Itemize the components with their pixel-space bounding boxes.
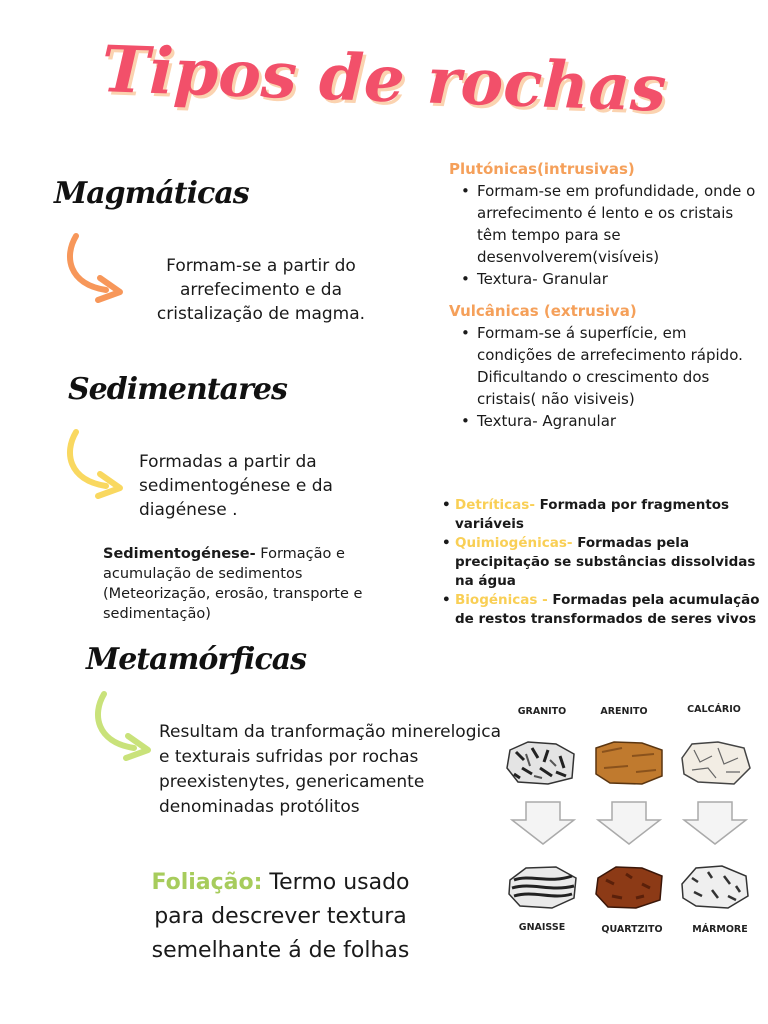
vulcanicas-list [449, 322, 761, 432]
quimiogenicas-term: Quimiogénicas- [455, 535, 573, 551]
magmaticas-description: Formam-se a partir do arrefecimento e da cristalização de magma. [156, 256, 366, 324]
list-item [455, 496, 765, 534]
rock-label-calcario: CALCÁRIO [687, 704, 741, 715]
sedimentogenese-term: Sedimentogénese- [103, 546, 256, 562]
rock-label-quartzito: QUARTZITO [601, 924, 663, 935]
list-item [455, 534, 765, 591]
list-item: • Textura- Agranular [477, 410, 761, 432]
down-arrow-icon [508, 800, 578, 846]
sedimentary-types-list [440, 496, 765, 629]
sedimentares-description: Formadas a partir da sedimentogénese e da diagénese . [139, 452, 333, 520]
rock-label-marmore: MÁRMORE [692, 924, 748, 935]
curved-arrow-icon [62, 232, 126, 304]
down-arrow-icon [680, 800, 750, 846]
page-title: Tipos de rochas [100, 32, 668, 127]
heading-magmaticas: Magmáticas [54, 176, 249, 211]
detriticas-text: Formada por fragmentos variáveis [455, 497, 730, 532]
rock-label-gnaisse: GNAISSE [518, 922, 566, 933]
biogenicas-text: Formadas pela acumulação de restos transformados de seres vivos [455, 592, 760, 627]
biogenicas-term: Biogénicas - [455, 592, 548, 608]
vulcanicas-title: Vulcânicas (extrusiva) [449, 302, 637, 320]
calcario-rock-image [678, 738, 752, 786]
quimiogenicas-text: Formadas pela precipitação se substâncias dissolvidas na água [455, 535, 756, 589]
igneous-types [449, 158, 761, 432]
plutonicas-list [449, 180, 761, 290]
rock-label-arenito: ARENITO [600, 706, 648, 717]
detriticas-term: Detríticas- [455, 497, 535, 513]
sedimentogenese-text: Formação e acumulação de sedimentos (Meteorização, erosão, transporte e sedimentação) [103, 546, 363, 622]
gnaisse-rock-image [506, 862, 580, 910]
marmore-rock-image [678, 862, 752, 910]
down-arrow-icon [594, 800, 664, 846]
arenito-rock-image [592, 738, 666, 786]
foliacao-term: Foliação: [151, 870, 263, 895]
heading-sedimentares: Sedimentares [68, 372, 287, 407]
list-item: • Formam-se á superfície, em condições de arrefecimento rápido. Dificultando o crescimento dos cristais( não visiveis) [477, 322, 761, 410]
list-item [455, 591, 765, 629]
metamorficas-description: Resultam da tranformação minerelogica e texturais sufridas por rochas preexistenytes, genericamente denominadas protólitos [159, 722, 501, 817]
rock-transformation-figure [500, 700, 762, 940]
curved-arrow-icon [62, 428, 126, 500]
sedimentary-types [440, 496, 765, 629]
quartzito-rock-image [592, 862, 666, 910]
heading-metamorficas: Metamórficas [86, 642, 307, 677]
foliacao-definition [128, 866, 433, 968]
list-item: • Textura- Granular [477, 268, 761, 290]
granito-rock-image [504, 738, 578, 786]
sedimentogenese-note [103, 544, 393, 624]
foliacao-text: Termo usado para descrever textura semelhante á de folhas [151, 870, 410, 963]
list-item: • Formam-se em profundidade, onde o arrefecimento é lento e os cristais têm tempo para se desenvolverem(visíveis) [477, 180, 761, 268]
plutonicas-title: Plutónicas(intrusivas) [449, 160, 635, 178]
rock-label-granito: GRANITO [517, 706, 567, 717]
curved-arrow-icon [90, 690, 154, 762]
